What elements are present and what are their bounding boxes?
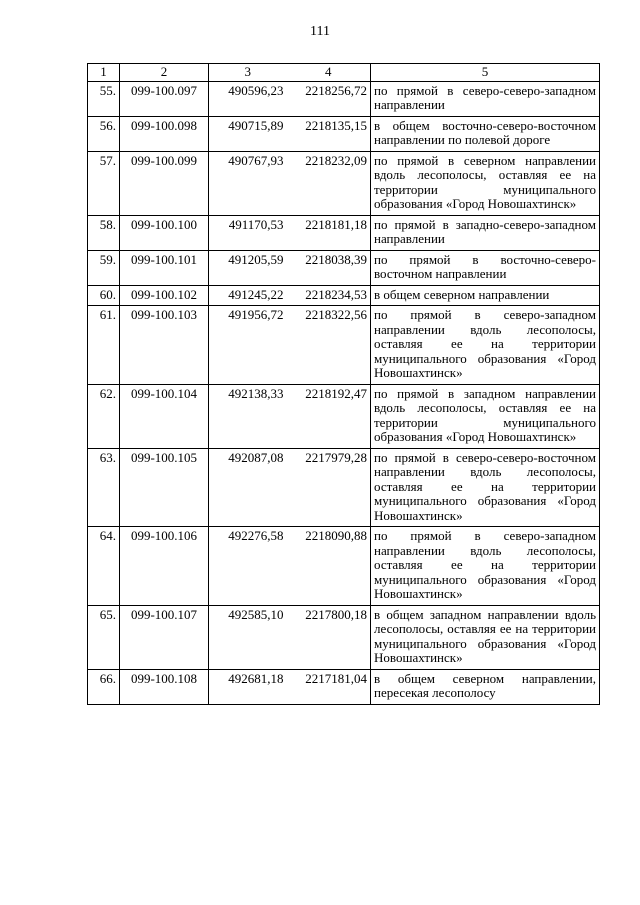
- table-body: [88, 81, 600, 704]
- coord-x: 490715,89: [209, 116, 287, 151]
- coord-y: 2218090,88: [287, 527, 371, 606]
- boundary-description: в общем восточно-северо-восточном направлении по полевой дороге: [371, 116, 600, 151]
- header-col-4: 4: [287, 64, 371, 82]
- boundary-description: в общем северном направлении: [371, 285, 600, 306]
- coord-x: 492087,08: [209, 448, 287, 527]
- row-number: 65.: [88, 605, 120, 669]
- table-row: [88, 605, 600, 669]
- row-number: 66.: [88, 669, 120, 704]
- table-row: [88, 215, 600, 250]
- row-number: 63.: [88, 448, 120, 527]
- point-id: 099-100.101: [120, 250, 209, 285]
- coord-x: 492585,10: [209, 605, 287, 669]
- header-col-5: 5: [371, 64, 600, 82]
- table-row: [88, 81, 600, 116]
- row-number: 56.: [88, 116, 120, 151]
- header-col-3: 3: [209, 64, 287, 82]
- coord-x: 492276,58: [209, 527, 287, 606]
- table-row: [88, 448, 600, 527]
- boundary-description: в общем западном направлении вдоль лесополосы, оставляя ее на территории муниципального образования «Город Новошахтинск»: [371, 605, 600, 669]
- coord-x: 492681,18: [209, 669, 287, 704]
- coord-y: 2218192,47: [287, 384, 371, 448]
- header-col-2: 2: [120, 64, 209, 82]
- boundary-description: по прямой в северо-северо-западном направлении: [371, 81, 600, 116]
- point-id: 099-100.107: [120, 605, 209, 669]
- boundary-description: по прямой в западном направлении вдоль лесополосы, оставляя ее на территории муниципального образования «Город Новошахтинск»: [371, 384, 600, 448]
- point-id: 099-100.099: [120, 151, 209, 215]
- table-row: [88, 250, 600, 285]
- row-number: 55.: [88, 81, 120, 116]
- boundary-description: по прямой в северо-северо-восточном направлении вдоль лесополосы, оставляя ее на территории муниципального образования «Город Новошахтинск»: [371, 448, 600, 527]
- coord-y: 2218181,18: [287, 215, 371, 250]
- point-id: 099-100.104: [120, 384, 209, 448]
- boundary-description: по прямой в северо-западном направлении вдоль лесополосы, оставляя ее на территории муниципального образования «Город Новошахтинск»: [371, 306, 600, 385]
- coord-x: 490767,93: [209, 151, 287, 215]
- coord-x: 491245,22: [209, 285, 287, 306]
- table-row: [88, 151, 600, 215]
- row-number: 60.: [88, 285, 120, 306]
- row-number: 61.: [88, 306, 120, 385]
- boundary-description: по прямой в восточно-северо-восточном направлении: [371, 250, 600, 285]
- coord-y: 2218038,39: [287, 250, 371, 285]
- boundary-description: по прямой в северном направлении вдоль лесополосы, оставляя ее на территории муниципального образования «Город Новошахтинск»: [371, 151, 600, 215]
- coord-y: 2218234,53: [287, 285, 371, 306]
- boundary-description: по прямой в северо-западном направлении вдоль лесополосы, оставляя ее на территории муниципального образования «Город Новошахтинск»: [371, 527, 600, 606]
- coord-y: 2218322,56: [287, 306, 371, 385]
- coord-x: 492138,33: [209, 384, 287, 448]
- coord-y: 2218135,15: [287, 116, 371, 151]
- boundary-description: по прямой в западно-северо-западном направлении: [371, 215, 600, 250]
- point-id: 099-100.098: [120, 116, 209, 151]
- table-row: [88, 306, 600, 385]
- point-id: 099-100.100: [120, 215, 209, 250]
- coord-x: 490596,23: [209, 81, 287, 116]
- row-number: 57.: [88, 151, 120, 215]
- point-id: 099-100.105: [120, 448, 209, 527]
- coord-x: 491956,72: [209, 306, 287, 385]
- table-row: [88, 527, 600, 606]
- coord-x: 491205,59: [209, 250, 287, 285]
- row-number: 59.: [88, 250, 120, 285]
- table-row: [88, 116, 600, 151]
- table-row: [88, 669, 600, 704]
- coord-y: 2218232,09: [287, 151, 371, 215]
- row-number: 58.: [88, 215, 120, 250]
- point-id: 099-100.102: [120, 285, 209, 306]
- boundary-description: в общем северном направлении, пересекая лесополосу: [371, 669, 600, 704]
- coord-x: 491170,53: [209, 215, 287, 250]
- page-number: 111: [310, 24, 330, 39]
- coord-y: 2217979,28: [287, 448, 371, 527]
- table-row: [88, 384, 600, 448]
- coord-y: 2217800,18: [287, 605, 371, 669]
- point-id: 099-100.108: [120, 669, 209, 704]
- coord-y: 2218256,72: [287, 81, 371, 116]
- point-id: 099-100.097: [120, 81, 209, 116]
- row-number: 64.: [88, 527, 120, 606]
- table-row: [88, 285, 600, 306]
- table-header-row: [88, 64, 600, 82]
- boundary-points-table: [87, 63, 600, 705]
- header-col-1: 1: [88, 64, 120, 82]
- point-id: 099-100.106: [120, 527, 209, 606]
- point-id: 099-100.103: [120, 306, 209, 385]
- coord-y: 2217181,04: [287, 669, 371, 704]
- row-number: 62.: [88, 384, 120, 448]
